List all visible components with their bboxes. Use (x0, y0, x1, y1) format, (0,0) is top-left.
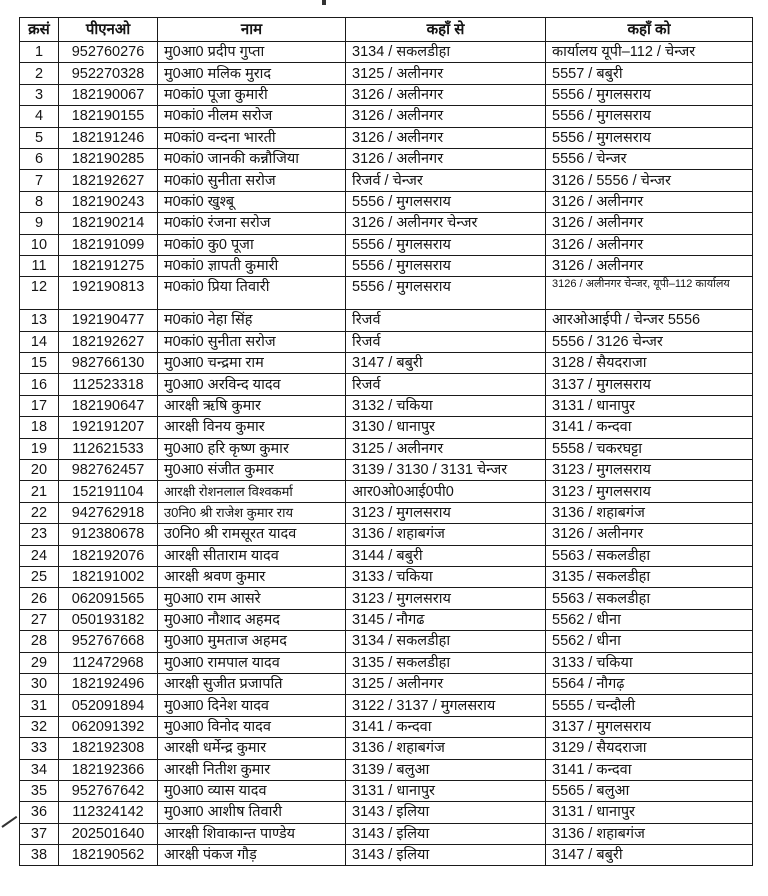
table-row (20, 673, 753, 694)
pno-cell: 182190647 (59, 395, 158, 416)
table-row (20, 331, 753, 352)
serial-cell: 36 (20, 802, 59, 823)
name-cell: म0कां0 नीलम सरोज (158, 106, 346, 127)
name-cell: आरक्षी पंकज गौड़ (158, 845, 346, 866)
table-row (20, 277, 753, 310)
serial-cell: 28 (20, 631, 59, 652)
from-cell: 3126 / अलीनगर (346, 127, 546, 148)
from-cell: 5556 / मुगलसराय (346, 277, 546, 310)
name-cell: म0कां0 सुनीता सरोज (158, 170, 346, 191)
from-cell: 5556 / मुगलसराय (346, 234, 546, 255)
to-cell: 3133 / चकिया (546, 652, 753, 673)
table-row (20, 127, 753, 148)
from-cell: 3126 / अलीनगर (346, 148, 546, 169)
name-cell: आरक्षी सीताराम यादव (158, 545, 346, 566)
name-cell: मु0आ0 संजीत कुमार (158, 460, 346, 481)
pno-cell: 182190155 (59, 106, 158, 127)
to-cell: 3126 / अलीनगर चेन्जर, यूपी–112 कार्यालय (546, 277, 753, 310)
serial-cell: 13 (20, 310, 59, 331)
table-row (20, 609, 753, 630)
name-cell: मु0आ0 व्यास यादव (158, 780, 346, 801)
pno-cell: 050193182 (59, 609, 158, 630)
table-row (20, 695, 753, 716)
table-row (20, 652, 753, 673)
scan-mark (322, 0, 326, 5)
pno-cell: 182191246 (59, 127, 158, 148)
name-cell: म0कां0 कु0 पूजा (158, 234, 346, 255)
from-cell: 5556 / मुगलसराय (346, 191, 546, 212)
serial-cell: 1 (20, 42, 59, 63)
header-from: कहाँ से (346, 18, 546, 42)
from-cell: 3141 / कन्दवा (346, 716, 546, 737)
table-row (20, 481, 753, 502)
to-cell: 3131 / धानापुर (546, 395, 753, 416)
table-row (20, 759, 753, 780)
name-cell: म0कां0 खुश्बू (158, 191, 346, 212)
serial-cell: 20 (20, 460, 59, 481)
to-cell: 3137 / मुगलसराय (546, 374, 753, 395)
table-row (20, 631, 753, 652)
serial-cell: 2 (20, 63, 59, 84)
table-body (20, 42, 753, 866)
from-cell: रिजर्व (346, 310, 546, 331)
serial-cell: 18 (20, 417, 59, 438)
table-header-row (20, 18, 753, 42)
from-cell: 3125 / अलीनगर (346, 63, 546, 84)
to-cell: 5558 / चकरघट्टा (546, 438, 753, 459)
from-cell: 3131 / धानापुर (346, 780, 546, 801)
serial-cell: 27 (20, 609, 59, 630)
table-row (20, 823, 753, 844)
to-cell: 3141 / कन्दवा (546, 759, 753, 780)
table-row (20, 374, 753, 395)
table-row (20, 417, 753, 438)
table-row (20, 234, 753, 255)
to-cell: 3137 / मुगलसराय (546, 716, 753, 737)
name-cell: म0कां0 ज्ञापती कुमारी (158, 255, 346, 276)
from-cell: 3143 / इलिया (346, 845, 546, 866)
serial-cell: 12 (20, 277, 59, 310)
to-cell: 3131 / धानापुर (546, 802, 753, 823)
serial-cell: 37 (20, 823, 59, 844)
pno-cell: 152191104 (59, 481, 158, 502)
from-cell: 3147 / बबुरी (346, 353, 546, 374)
pno-cell: 182192627 (59, 170, 158, 191)
from-cell: 3134 / सकलडीहा (346, 631, 546, 652)
serial-cell: 10 (20, 234, 59, 255)
table-row (20, 566, 753, 587)
pno-cell: 182191099 (59, 234, 158, 255)
pno-cell: 952270328 (59, 63, 158, 84)
to-cell: 3126 / अलीनगर (546, 255, 753, 276)
from-cell: 3126 / अलीनगर (346, 84, 546, 105)
header-name: नाम (158, 18, 346, 42)
to-cell: 3129 / सैयदराजा (546, 738, 753, 759)
pno-cell: 112523318 (59, 374, 158, 395)
serial-cell: 15 (20, 353, 59, 374)
pno-cell: 062091392 (59, 716, 158, 737)
serial-cell: 24 (20, 545, 59, 566)
to-cell: 5556 / चेन्जर (546, 148, 753, 169)
name-cell: मु0आ0 मुमताज अहमद (158, 631, 346, 652)
header-pno: पीएनओ (59, 18, 158, 42)
pno-cell: 192191207 (59, 417, 158, 438)
serial-cell: 4 (20, 106, 59, 127)
from-cell: 3130 / धानापुर (346, 417, 546, 438)
to-cell: आरओआईपी / चेन्जर 5556 (546, 310, 753, 331)
pno-cell: 052091894 (59, 695, 158, 716)
serial-cell: 32 (20, 716, 59, 737)
to-cell: 5556 / 3126 चेन्जर (546, 331, 753, 352)
name-cell: आरक्षी ऋषि कुमार (158, 395, 346, 416)
table-row (20, 845, 753, 866)
name-cell: आरक्षी रोशनलाल विश्वकर्मा (158, 481, 346, 502)
name-cell: आरक्षी विनय कुमार (158, 417, 346, 438)
name-cell: उ0नि0 श्री रामसूरत यादव (158, 524, 346, 545)
pno-cell: 982766130 (59, 353, 158, 374)
name-cell: म0कां0 सुनीता सरोज (158, 331, 346, 352)
pno-cell: 182190214 (59, 213, 158, 234)
to-cell: कार्यालय यूपी–112 / चेन्जर (546, 42, 753, 63)
from-cell: 5556 / मुगलसराय (346, 255, 546, 276)
name-cell: म0कां0 वन्दना भारती (158, 127, 346, 148)
name-cell: मु0आ0 नौशाद अहमद (158, 609, 346, 630)
to-cell: 3147 / बबुरी (546, 845, 753, 866)
to-cell: 3141 / कन्दवा (546, 417, 753, 438)
name-cell: आरक्षी सुजीत प्रजापति (158, 673, 346, 694)
name-cell: म0कां0 पूजा कुमारी (158, 84, 346, 105)
to-cell: 5563 / सकलडीहा (546, 588, 753, 609)
to-cell: 5556 / मुगलसराय (546, 106, 753, 127)
serial-cell: 21 (20, 481, 59, 502)
from-cell: रिजर्व (346, 374, 546, 395)
name-cell: मु0आ0 रामपाल यादव (158, 652, 346, 673)
pno-cell: 982762457 (59, 460, 158, 481)
serial-cell: 3 (20, 84, 59, 105)
from-cell: रिजर्व / चेन्जर (346, 170, 546, 191)
serial-cell: 33 (20, 738, 59, 759)
pno-cell: 192190477 (59, 310, 158, 331)
to-cell: 5557 / बबुरी (546, 63, 753, 84)
from-cell: 3132 / चकिया (346, 395, 546, 416)
name-cell: मु0आ0 चन्द्रमा राम (158, 353, 346, 374)
pno-cell: 182192496 (59, 673, 158, 694)
name-cell: मु0आ0 विनोद यादव (158, 716, 346, 737)
from-cell: 3136 / शहाबगंज (346, 738, 546, 759)
table-row (20, 780, 753, 801)
serial-cell: 14 (20, 331, 59, 352)
to-cell: 5564 / नौगढ़ (546, 673, 753, 694)
from-cell: 3145 / नौगढ (346, 609, 546, 630)
to-cell: 3128 / सैयदराजा (546, 353, 753, 374)
to-cell: 3126 / अलीनगर (546, 234, 753, 255)
to-cell: 3136 / शहाबगंज (546, 502, 753, 523)
serial-cell: 29 (20, 652, 59, 673)
to-cell: 5556 / मुगलसराय (546, 84, 753, 105)
serial-cell: 6 (20, 148, 59, 169)
from-cell: 3122 / 3137 / मुगलसराय (346, 695, 546, 716)
from-cell: 3125 / अलीनगर (346, 438, 546, 459)
pno-cell: 202501640 (59, 823, 158, 844)
name-cell: मु0आ0 हरि कृष्ण कुमार (158, 438, 346, 459)
table-row (20, 438, 753, 459)
header-serial: क्रसं (20, 18, 59, 42)
from-cell: 3133 / चकिया (346, 566, 546, 587)
table-row (20, 148, 753, 169)
table-row (20, 213, 753, 234)
name-cell: म0कां0 नेहा सिंह (158, 310, 346, 331)
to-cell: 5563 / सकलडीहा (546, 545, 753, 566)
table-row (20, 106, 753, 127)
from-cell: 3126 / अलीनगर चेन्जर (346, 213, 546, 234)
to-cell: 3136 / शहाबगंज (546, 823, 753, 844)
serial-cell: 7 (20, 170, 59, 191)
table-row (20, 42, 753, 63)
serial-cell: 17 (20, 395, 59, 416)
from-cell: 3123 / मुगलसराय (346, 588, 546, 609)
name-cell: मु0आ0 दिनेश यादव (158, 695, 346, 716)
pno-cell: 182190067 (59, 84, 158, 105)
to-cell: 3126 / अलीनगर (546, 524, 753, 545)
table-row (20, 191, 753, 212)
pno-cell: 112621533 (59, 438, 158, 459)
pno-cell: 112324142 (59, 802, 158, 823)
serial-cell: 22 (20, 502, 59, 523)
to-cell: 5555 / चन्दौली (546, 695, 753, 716)
from-cell: 3144 / बबुरी (346, 545, 546, 566)
name-cell: आरक्षी धर्मेन्द्र कुमार (158, 738, 346, 759)
pno-cell: 182192076 (59, 545, 158, 566)
name-cell: म0कां0 रंजना सरोज (158, 213, 346, 234)
table-row (20, 588, 753, 609)
table-row (20, 310, 753, 331)
pno-cell: 182192366 (59, 759, 158, 780)
name-cell: आरक्षी नितीश कुमार (158, 759, 346, 780)
table-row (20, 738, 753, 759)
table-row (20, 502, 753, 523)
serial-cell: 38 (20, 845, 59, 866)
from-cell: 3135 / सकलडीहा (346, 652, 546, 673)
pno-cell: 182191275 (59, 255, 158, 276)
to-cell: 3135 / सकलडीहा (546, 566, 753, 587)
pno-cell: 942762918 (59, 502, 158, 523)
to-cell: 3123 / मुगलसराय (546, 460, 753, 481)
name-cell: मु0आ0 प्रदीप गुप्ता (158, 42, 346, 63)
name-cell: म0कां0 प्रिया तिवारी (158, 277, 346, 310)
table-row (20, 716, 753, 737)
to-cell: 3123 / मुगलसराय (546, 481, 753, 502)
serial-cell: 19 (20, 438, 59, 459)
from-cell: आर0ओ0आई0पी0 (346, 481, 546, 502)
pno-cell: 952760276 (59, 42, 158, 63)
pno-cell: 182192627 (59, 331, 158, 352)
serial-cell: 23 (20, 524, 59, 545)
from-cell: 3143 / इलिया (346, 823, 546, 844)
to-cell: 3126 / 5556 / चेन्जर (546, 170, 753, 191)
serial-cell: 35 (20, 780, 59, 801)
to-cell: 5565 / बलुआ (546, 780, 753, 801)
pno-cell: 912380678 (59, 524, 158, 545)
table-row (20, 170, 753, 191)
serial-cell: 34 (20, 759, 59, 780)
pno-cell: 112472968 (59, 652, 158, 673)
pno-cell: 182190243 (59, 191, 158, 212)
name-cell: आरक्षी शिवाकान्त पाण्डेय (158, 823, 346, 844)
header-to: कहाँ को (546, 18, 753, 42)
from-cell: 3123 / मुगलसराय (346, 502, 546, 523)
pno-cell: 182192308 (59, 738, 158, 759)
to-cell: 5562 / धीना (546, 609, 753, 630)
serial-cell: 31 (20, 695, 59, 716)
pno-cell: 952767642 (59, 780, 158, 801)
transfer-table (19, 17, 753, 866)
name-cell: म0कां0 जानकी कन्नौजिया (158, 148, 346, 169)
serial-cell: 26 (20, 588, 59, 609)
table-row (20, 545, 753, 566)
from-cell: 3125 / अलीनगर (346, 673, 546, 694)
from-cell: रिजर्व (346, 331, 546, 352)
to-cell: 5556 / मुगलसराय (546, 127, 753, 148)
table-row (20, 353, 753, 374)
from-cell: 3136 / शहाबगंज (346, 524, 546, 545)
name-cell: मु0आ0 आशीष तिवारी (158, 802, 346, 823)
table-row (20, 460, 753, 481)
to-cell: 3126 / अलीनगर (546, 213, 753, 234)
name-cell: उ0नि0 श्री राजेश कुमार राय (158, 502, 346, 523)
from-cell: 3126 / अलीनगर (346, 106, 546, 127)
table-row (20, 395, 753, 416)
serial-cell: 11 (20, 255, 59, 276)
from-cell: 3134 / सकलडीहा (346, 42, 546, 63)
from-cell: 3139 / 3130 / 3131 चेन्जर (346, 460, 546, 481)
from-cell: 3139 / बलुआ (346, 759, 546, 780)
serial-cell: 16 (20, 374, 59, 395)
serial-cell: 25 (20, 566, 59, 587)
pno-cell: 182191002 (59, 566, 158, 587)
table-row (20, 802, 753, 823)
serial-cell: 30 (20, 673, 59, 694)
name-cell: मु0आ0 अरविन्द यादव (158, 374, 346, 395)
margin-pen-mark (1, 816, 17, 828)
name-cell: मु0आ0 मलिक मुराद (158, 63, 346, 84)
from-cell: 3143 / इलिया (346, 802, 546, 823)
pno-cell: 182190285 (59, 148, 158, 169)
serial-cell: 9 (20, 213, 59, 234)
pno-cell: 182190562 (59, 845, 158, 866)
pno-cell: 192190813 (59, 277, 158, 310)
name-cell: मु0आ0 राम आसरे (158, 588, 346, 609)
to-cell: 5562 / धीना (546, 631, 753, 652)
table-row (20, 63, 753, 84)
serial-cell: 8 (20, 191, 59, 212)
table-row (20, 84, 753, 105)
table-row (20, 524, 753, 545)
to-cell: 3126 / अलीनगर (546, 191, 753, 212)
serial-cell: 5 (20, 127, 59, 148)
pno-cell: 062091565 (59, 588, 158, 609)
name-cell: आरक्षी श्रवण कुमार (158, 566, 346, 587)
pno-cell: 952767668 (59, 631, 158, 652)
table-row (20, 255, 753, 276)
